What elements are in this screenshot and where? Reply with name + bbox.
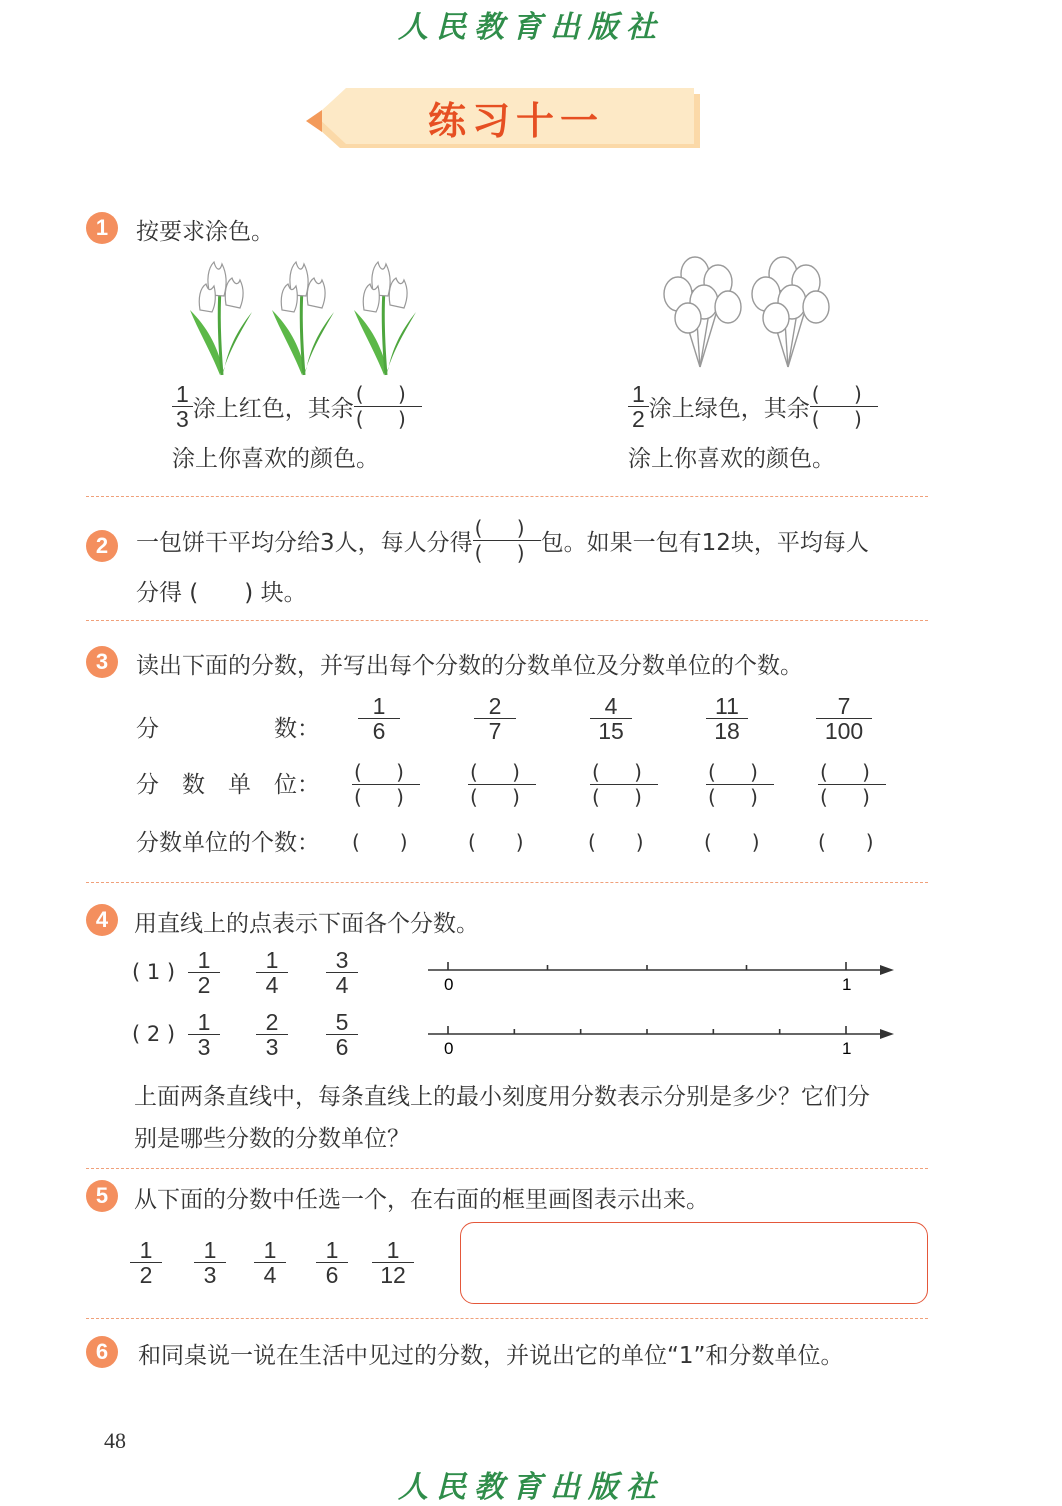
q1-right-blank[interactable]: ( ) ( )	[811, 382, 876, 431]
page-title: 练习十一	[427, 98, 604, 143]
number-line-1[interactable]	[428, 952, 898, 996]
question-number-6: 6	[86, 1336, 118, 1368]
q3-fraction: $\frac{7}{100}$	[816, 694, 872, 743]
q4-sub1-fraction: $\frac{1}{2}$	[188, 948, 220, 997]
q3-count-blank[interactable]: ( )	[818, 830, 874, 854]
q4-sub2-fraction: $\frac{1}{3}$	[188, 1010, 220, 1059]
divider	[86, 496, 928, 497]
footer-publisher: 人民教育出版社	[398, 1470, 664, 1505]
number-line-2-one: 1	[842, 1039, 852, 1058]
q3-fraction: $\frac{4}{15}$	[590, 694, 632, 743]
q3-prompt: 读出下面的分数，并写出每个分数的分数单位及分数单位的个数。	[136, 653, 803, 679]
q3-fraction: $\frac{11}{18}$	[706, 694, 748, 743]
tulips-illustration	[180, 250, 420, 380]
q3-unit-blank[interactable]: ( ) ( )	[354, 760, 418, 809]
divider	[86, 1318, 928, 1319]
q5-fraction: $\frac{1}{4}$	[254, 1238, 286, 1287]
q3-row3-label: 分数单位的个数：	[136, 830, 320, 856]
q3-fraction: $\frac{2}{7}$	[474, 694, 516, 743]
q3-row2-label: 分 数 单 位：	[136, 772, 320, 798]
q4-question-line1: 上面两条直线中，每条直线上的最小刻度用分数表示分别是多少？它们分	[134, 1084, 870, 1110]
q2-blank[interactable]: ( ) ( )	[474, 516, 539, 565]
divider	[86, 1168, 928, 1169]
q3-count-blank[interactable]: ( )	[588, 830, 644, 854]
balloons-illustration	[660, 252, 840, 372]
q1-left-text1: 涂上红色，其余	[192, 396, 354, 422]
q3-unit-blank[interactable]: ( ) ( )	[708, 760, 772, 809]
divider	[86, 882, 928, 883]
q3-row1-label: 分 数：	[136, 716, 320, 742]
q6-prompt: 和同桌说一说在生活中见过的分数，并说出它的单位“1”和分数单位。	[138, 1343, 844, 1369]
q4-sub1-fraction: $\frac{1}{4}$	[256, 948, 288, 997]
header-publisher: 人民教育出版社	[398, 10, 664, 45]
q5-fraction: $\frac{1}{12}$	[372, 1238, 414, 1287]
q1-right-text1: 涂上绿色，其余	[648, 396, 810, 422]
q1-right-text2: 涂上你喜欢的颜色。	[628, 446, 835, 472]
question-number-4: 4	[86, 904, 118, 936]
q1-left-blank[interactable]: ( ) ( )	[355, 382, 420, 431]
number-line-2-zero: 0	[444, 1039, 454, 1058]
question-number-1: 1	[86, 212, 118, 244]
q4-sub1-label: ( 1 )	[132, 960, 176, 984]
q4-prompt: 用直线上的点表示下面各个分数。	[134, 911, 479, 937]
divider	[86, 620, 928, 621]
q2-text1: 一包饼干平均分给3人，每人分得	[136, 530, 473, 556]
q3-count-blank[interactable]: ( )	[468, 830, 524, 854]
q3-unit-blank[interactable]: ( ) ( )	[820, 760, 884, 809]
q4-sub1-fraction: $\frac{3}{4}$	[326, 948, 358, 997]
q2-text3: 分得 ( ) 块。	[136, 580, 307, 606]
page-number: 48	[104, 1428, 126, 1453]
q1-right-statement	[628, 382, 878, 431]
q5-prompt: 从下面的分数中任选一个，在右面的框里画图表示出来。	[134, 1187, 709, 1213]
q5-fraction: $\frac{1}{3}$	[194, 1238, 226, 1287]
q4-sub2-fraction: $\frac{2}{3}$	[256, 1010, 288, 1059]
q3-unit-blank[interactable]: ( ) ( )	[592, 760, 656, 809]
q3-count-blank[interactable]: ( )	[352, 830, 408, 854]
q3-unit-blank[interactable]: ( ) ( )	[470, 760, 534, 809]
question-number-2: 2	[86, 530, 118, 562]
q5-fraction: $\frac{1}{6}$	[316, 1238, 348, 1287]
q1-left-fraction: $\frac{1}{3}$	[172, 382, 193, 431]
q1-left-text2: 涂上你喜欢的颜色。	[172, 446, 379, 472]
q1-left-statement	[172, 382, 422, 431]
q2-line1	[136, 516, 869, 565]
drawing-answer-box[interactable]	[460, 1222, 928, 1304]
number-line-1-zero: 0	[444, 975, 454, 994]
q4-question-line2: 别是哪些分数的分数单位？	[134, 1126, 410, 1152]
q5-fraction: $\frac{1}{2}$	[130, 1238, 162, 1287]
question-number-5: 5	[86, 1180, 118, 1212]
q1-right-fraction: $\frac{1}{2}$	[628, 382, 649, 431]
title-banner	[306, 88, 700, 154]
q2-text2: 包。如果一包有12块，平均每人	[540, 530, 869, 556]
number-line-2[interactable]	[428, 1016, 898, 1060]
q3-fraction: $\frac{1}{6}$	[358, 694, 400, 743]
q3-count-blank[interactable]: ( )	[704, 830, 760, 854]
q4-sub2-label: ( 2 )	[132, 1022, 176, 1046]
q1-prompt: 按要求涂色。	[136, 219, 274, 245]
question-number-3: 3	[86, 646, 118, 678]
number-line-1-one: 1	[842, 975, 852, 994]
q4-sub2-fraction: $\frac{5}{6}$	[326, 1010, 358, 1059]
